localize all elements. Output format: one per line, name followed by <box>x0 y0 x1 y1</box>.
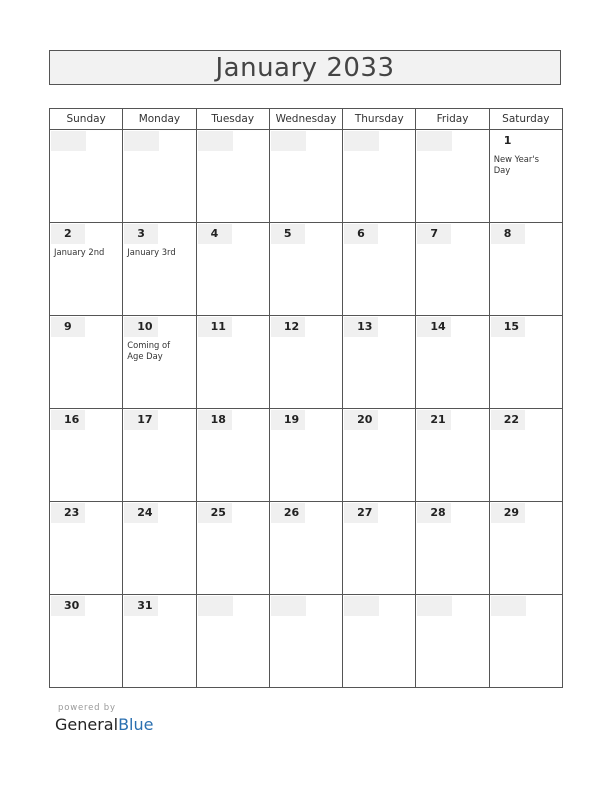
day-cell <box>50 502 123 595</box>
weekday-wednesday: Wednesday <box>269 109 342 130</box>
day-cell <box>416 316 489 409</box>
day-cell <box>343 130 416 223</box>
day-number: 2 <box>51 224 85 244</box>
day-cell <box>196 595 269 688</box>
day-cell <box>196 130 269 223</box>
day-cell <box>196 409 269 502</box>
day-cell <box>269 316 342 409</box>
weekday-sunday: Sunday <box>50 109 123 130</box>
day-cell <box>50 130 123 223</box>
day-cell <box>343 595 416 688</box>
day-cell <box>269 223 342 316</box>
day-number: 30 <box>51 596 85 616</box>
day-cell <box>50 409 123 502</box>
day-cell <box>50 223 123 316</box>
day-number <box>198 131 233 151</box>
day-cell <box>489 409 562 502</box>
day-cell <box>489 130 562 223</box>
day-number: 18 <box>198 410 232 430</box>
week-row <box>50 223 563 316</box>
day-cell <box>196 502 269 595</box>
week-row <box>50 502 563 595</box>
day-number: 4 <box>198 224 232 244</box>
day-cell <box>416 595 489 688</box>
day-cell <box>196 223 269 316</box>
day-number: 15 <box>491 317 525 337</box>
day-cell <box>123 223 196 316</box>
day-cell <box>50 316 123 409</box>
day-cell <box>416 409 489 502</box>
day-number <box>271 131 306 151</box>
day-cell <box>416 223 489 316</box>
calendar-title-box <box>49 50 561 85</box>
day-cell <box>343 409 416 502</box>
day-number: 28 <box>417 503 451 523</box>
day-number <box>51 131 86 151</box>
weekday-friday: Friday <box>416 109 489 130</box>
day-cell <box>196 316 269 409</box>
day-cell <box>123 316 196 409</box>
day-number: 7 <box>417 224 451 244</box>
day-number: 19 <box>271 410 305 430</box>
day-cell <box>269 130 342 223</box>
day-number: 17 <box>124 410 158 430</box>
day-cell <box>343 316 416 409</box>
day-number <box>344 131 379 151</box>
week-row <box>50 409 563 502</box>
day-number: 10 <box>124 317 158 337</box>
day-number: 5 <box>271 224 305 244</box>
day-number: 22 <box>491 410 525 430</box>
day-cell <box>416 130 489 223</box>
day-number: 3 <box>124 224 158 244</box>
day-number: 29 <box>491 503 525 523</box>
day-number: 20 <box>344 410 378 430</box>
day-cell <box>123 595 196 688</box>
brand-part-blue: Blue <box>118 715 154 734</box>
day-cell <box>343 223 416 316</box>
week-row <box>50 595 563 688</box>
day-number <box>491 596 526 616</box>
day-number: 8 <box>491 224 525 244</box>
day-cell <box>416 502 489 595</box>
day-number <box>198 596 233 616</box>
brand-part-general: General <box>55 715 119 734</box>
day-number <box>271 596 306 616</box>
day-number: 13 <box>344 317 378 337</box>
day-cell <box>489 223 562 316</box>
day-number: 12 <box>271 317 305 337</box>
day-number: 25 <box>198 503 232 523</box>
calendar-grid <box>49 108 563 688</box>
holiday-label: New Year's Day <box>493 154 540 175</box>
day-cell <box>50 595 123 688</box>
weekday-saturday: Saturday <box>489 109 562 130</box>
holiday-label: Coming of Age Day <box>127 340 171 361</box>
day-number <box>417 596 452 616</box>
day-cell <box>269 502 342 595</box>
day-number: 23 <box>51 503 85 523</box>
day-number <box>344 596 379 616</box>
week-row <box>50 130 563 223</box>
weekday-tuesday: Tuesday <box>196 109 269 130</box>
day-cell <box>489 595 562 688</box>
day-number: 6 <box>344 224 378 244</box>
day-cell <box>123 409 196 502</box>
day-cell <box>489 316 562 409</box>
day-cell <box>269 595 342 688</box>
day-number: 1 <box>503 134 512 147</box>
generalblue-logo <box>55 715 153 734</box>
calendar-title: January 2033 <box>215 52 395 83</box>
day-cell <box>123 130 196 223</box>
day-number: 21 <box>417 410 451 430</box>
day-number: 14 <box>417 317 451 337</box>
day-number <box>124 131 159 151</box>
day-number: 11 <box>198 317 232 337</box>
day-cell <box>343 502 416 595</box>
holiday-label: January 3rd <box>127 247 176 257</box>
week-row <box>50 316 563 409</box>
day-number: 16 <box>51 410 85 430</box>
powered-by-text: powered by <box>58 703 116 713</box>
day-number: 24 <box>124 503 158 523</box>
day-number: 27 <box>344 503 378 523</box>
day-cell <box>489 502 562 595</box>
day-number: 31 <box>124 596 158 616</box>
weekday-thursday: Thursday <box>343 109 416 130</box>
holiday-label: January 2nd <box>54 247 105 257</box>
weekday-monday: Monday <box>123 109 196 130</box>
day-cell <box>269 409 342 502</box>
day-number <box>417 131 452 151</box>
day-cell <box>123 502 196 595</box>
day-number: 9 <box>51 317 85 337</box>
weekday-header-row <box>50 109 563 130</box>
day-number: 26 <box>271 503 305 523</box>
